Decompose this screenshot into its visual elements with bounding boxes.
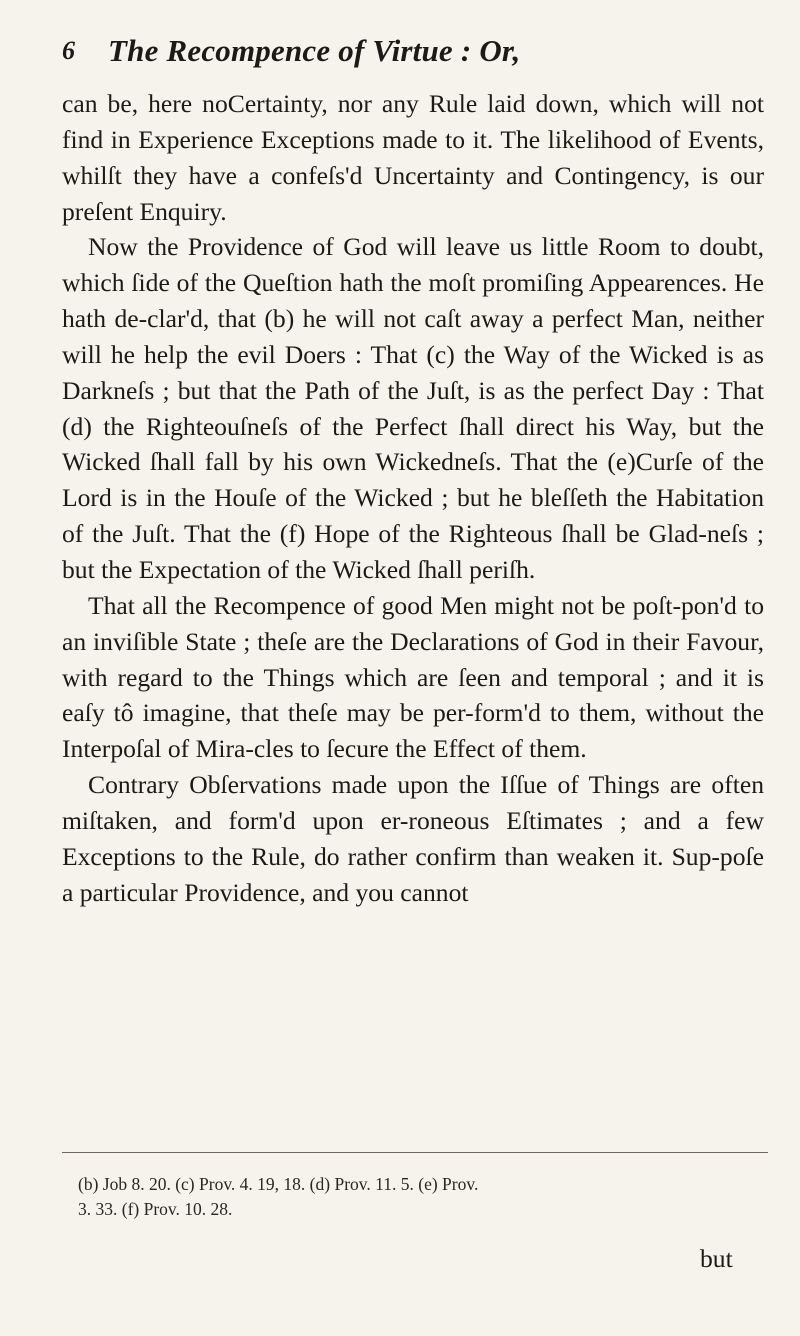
paragraph-1: can be, here noCertainty, nor any Rule laid down, which will not find in Experience Exceptions made to it. The likelihood of Events, whilſt they have a confeſs'd Uncertainty and Contingency, is our preſent Enquiry. xyxy=(62,89,764,226)
footnote-line-1: (b) Job 8. 20. (c) Prov. 4. 19, 18. (d) Prov. 11. 5. (e) Prov. xyxy=(78,1174,479,1194)
footnote-line-2: 3. 33. (f) Prov. 10. 28. xyxy=(78,1199,233,1219)
paragraph-2: Now the Providence of God will leave us little Room to doubt, which ſide of the Queſtion hath the moſt promiſing Appearences. He hath de-clar'd, that (b) he will not caſt away a perfect Man, neither will he help the evil Doers : That (c) the Way of the Wicked is as Darkneſs ; but that the Path of the Juſt, is as the perfect Day : That (d) the Righteouſneſs of the Perfect ſhall direct his Way, but the Wicked ſhall fall by his own Wickedneſs. That the (e)Curſe of the Lord is in the Houſe of the Wicked ; but he bleſſeth the Habitation of the Juſt. That the (f) Hope of the Righteous ſhall be Glad-neſs ; but the Expectation of the Wicked ſhall periſh. xyxy=(62,232,764,584)
running-header xyxy=(62,28,762,74)
paragraph-4: Contrary Obſervations made upon the Iſſue of Things are often miſtaken, and form'd upon er-roneous Eſtimates ; and a few Exceptions to the Rule, do rather confirm than weaken it. Sup-poſe a particular Providence, and you cannot xyxy=(62,770,764,907)
footnotes xyxy=(78,1172,778,1222)
footnote-rule xyxy=(62,1152,768,1153)
page-number: 6 xyxy=(62,36,75,65)
paragraph-3: That all the Recompence of good Men might not be poſt-pon'd to an inviſible State ; theſe are the Declarations of God in their Favour, with regard to the Things which are ſeen and temporal ; and it is eaſy tô imagine, that theſe may be per-form'd to them, without the Interpoſal of Mira-cles to ſecure the Effect of them. xyxy=(62,590,764,764)
page-body xyxy=(62,86,764,910)
catchword: but xyxy=(700,1244,733,1273)
running-title: The Recompence of Virtue : Or, xyxy=(108,33,521,68)
